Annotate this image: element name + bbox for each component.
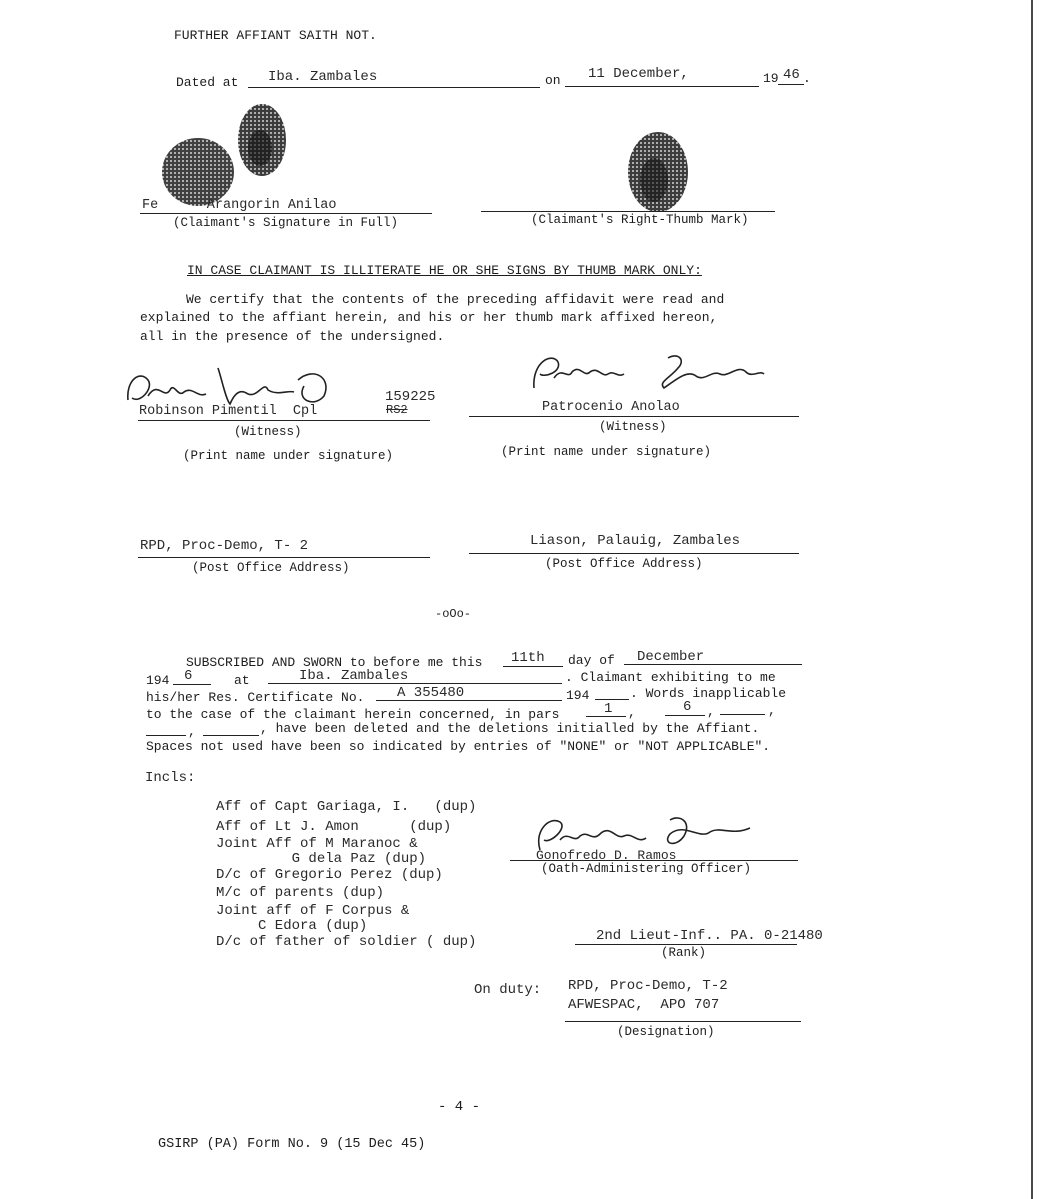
subscribed-month: December	[637, 649, 705, 665]
dated-year-suffix: 46	[783, 67, 800, 83]
designation-line	[565, 1021, 801, 1022]
res-cert-year-line	[595, 699, 629, 700]
witness-left-address: RPD, Proc-Demo, T- 2	[140, 538, 309, 554]
claimant-fingerprint-marks	[150, 100, 300, 210]
par-2-line	[665, 715, 705, 716]
page-edge	[1031, 0, 1033, 1199]
witness-left-serial: 159225	[385, 389, 436, 405]
inclosure-item: D/c of Gregorio Perez (dup)	[216, 867, 443, 883]
par-sep-2: ,	[707, 704, 715, 719]
dated-place: Iba. Zambales	[268, 69, 378, 85]
par-2: 6	[683, 699, 692, 715]
claimant-signature-caption: (Claimant's Signature in Full)	[173, 216, 399, 230]
par-3-line	[720, 714, 765, 715]
subscribed-text-2: day of	[568, 653, 615, 668]
dated-period: .	[803, 71, 811, 86]
dated-date-line	[565, 86, 759, 87]
inclosure-item: C Edora (dup)	[216, 918, 368, 934]
dated-at-label: Dated at	[176, 75, 239, 90]
subscribed-day-line	[503, 666, 563, 667]
dated-date: 11 December,	[588, 66, 689, 82]
par-4-line	[146, 735, 186, 736]
witness-left-caption: (Witness)	[234, 425, 302, 439]
inclosure-item: Aff of Lt J. Amon (dup)	[216, 819, 452, 835]
officer-caption: (Oath-Administering Officer)	[541, 862, 752, 876]
separator: -oOo-	[435, 607, 472, 621]
par-sep-4: ,	[188, 724, 196, 739]
words-inapplicable: . Words inapplicable	[630, 686, 787, 701]
dated-year-line	[778, 84, 804, 85]
witness-left-rank-struck: RS2	[386, 403, 408, 417]
claimant-signature-line	[140, 213, 432, 214]
subscribed-at: at	[234, 673, 250, 688]
subscribed-month-line	[624, 664, 802, 665]
res-cert-year: 194	[566, 688, 590, 703]
witness-right-address-caption: (Post Office Address)	[545, 557, 703, 571]
subscribed-place: Iba. Zambales	[299, 668, 409, 684]
deleted-line: , have been deleted and the deletions initialled by the Affiant.	[260, 721, 760, 736]
witness-right-signature	[528, 348, 768, 400]
subscribed-place-line	[268, 683, 562, 684]
form-id: GSIRP (PA) Form No. 9 (15 Dec 45)	[158, 1137, 426, 1152]
witness-left-name: Robinson Pimentil Cpl	[139, 404, 318, 419]
inclosure-item: M/c of parents (dup)	[216, 885, 385, 901]
witness-left-address-line	[138, 557, 430, 558]
rank-caption: (Rank)	[661, 946, 707, 960]
witness-right-address-line	[469, 553, 799, 554]
witness-left-instruction: (Print name under signature)	[183, 449, 394, 463]
certify-line-1: We certify that the contents of the preceding affidavit were read and	[186, 292, 725, 307]
claimant-exhibiting: . Claimant exhibiting to me	[565, 670, 776, 685]
dated-place-line	[248, 87, 540, 88]
par-sep-1: ,	[628, 705, 636, 720]
case-line: to the case of the claimant herein concerned, in pars	[146, 707, 560, 722]
on-duty-label: On duty:	[474, 982, 542, 998]
officer-name: Gonofredo D. Ramos	[536, 848, 677, 863]
officer-signature-line	[510, 860, 798, 861]
illiterate-heading: IN CASE CLAIMANT IS ILLITERATE HE OR SHE SIGNS BY THUMB MARK ONLY:	[187, 263, 702, 278]
on-label: on	[545, 73, 561, 88]
subscribed-text-1: SUBSCRIBED AND SWORN to before me this	[186, 655, 483, 670]
subscribed-year-prefix: 194	[146, 673, 170, 688]
certify-line-2: explained to the affiant herein, and his or her thumb mark affixed hereon,	[140, 310, 718, 325]
subscribed-day: 11th	[511, 650, 545, 666]
claimant-printed-name: Fe Arangorin Anilao	[142, 198, 337, 213]
par-sep-3: ,	[768, 703, 776, 718]
witness-right-name: Patrocenio Anolao	[542, 400, 680, 415]
duty-line-2: AFWESPAC, APO 707	[568, 997, 720, 1013]
witness-right-address: Liason, Palauig, Zambales	[530, 533, 741, 549]
res-cert-number: A 355480	[397, 685, 465, 701]
res-cert-label: his/her Res. Certificate No.	[146, 690, 365, 705]
inclosure-item: Joint aff of F Corpus &	[216, 903, 410, 919]
inclosure-item: D/c of father of soldier ( dup)	[216, 934, 477, 950]
subscribed-year-digit: 6	[184, 668, 193, 684]
thumb-mark-line	[481, 211, 775, 212]
duty-line-1: RPD, Proc-Demo, T-2	[568, 978, 728, 994]
further-affiant-text: FURTHER AFFIANT SAITH NOT.	[174, 28, 377, 43]
par-1-line	[586, 716, 626, 717]
par-1: 1	[604, 701, 613, 717]
officer-rank: 2nd Lieut-Inf.. PA. 0-21480	[596, 928, 823, 944]
par-5-line	[203, 735, 259, 736]
inclosure-item: Aff of Capt Gariaga, I. (dup)	[216, 799, 477, 815]
spaces-line: Spaces not used have been so indicated by entries of "NONE" or "NOT APPLICABLE".	[146, 739, 771, 754]
officer-rank-line	[575, 944, 797, 945]
witness-left-line	[138, 420, 430, 421]
designation-caption: (Designation)	[617, 1025, 715, 1039]
witness-right-caption: (Witness)	[599, 420, 667, 434]
page-number: - 4 -	[438, 1099, 481, 1115]
witness-right-line	[469, 416, 799, 417]
thumb-mark-caption: (Claimant's Right-Thumb Mark)	[531, 213, 749, 227]
inclosures-label: Incls:	[145, 770, 196, 786]
res-cert-number-line	[376, 700, 562, 701]
witness-right-instruction: (Print name under signature)	[501, 445, 712, 459]
certify-line-3: all in the presence of the undersigned.	[140, 329, 445, 344]
inclosure-item: G dela Paz (dup)	[216, 851, 427, 867]
dated-year-prefix: 19	[763, 71, 779, 86]
witness-left-address-caption: (Post Office Address)	[192, 561, 350, 575]
inclosure-item: Joint Aff of M Maranoc &	[216, 836, 418, 852]
subscribed-year-line	[173, 684, 211, 685]
